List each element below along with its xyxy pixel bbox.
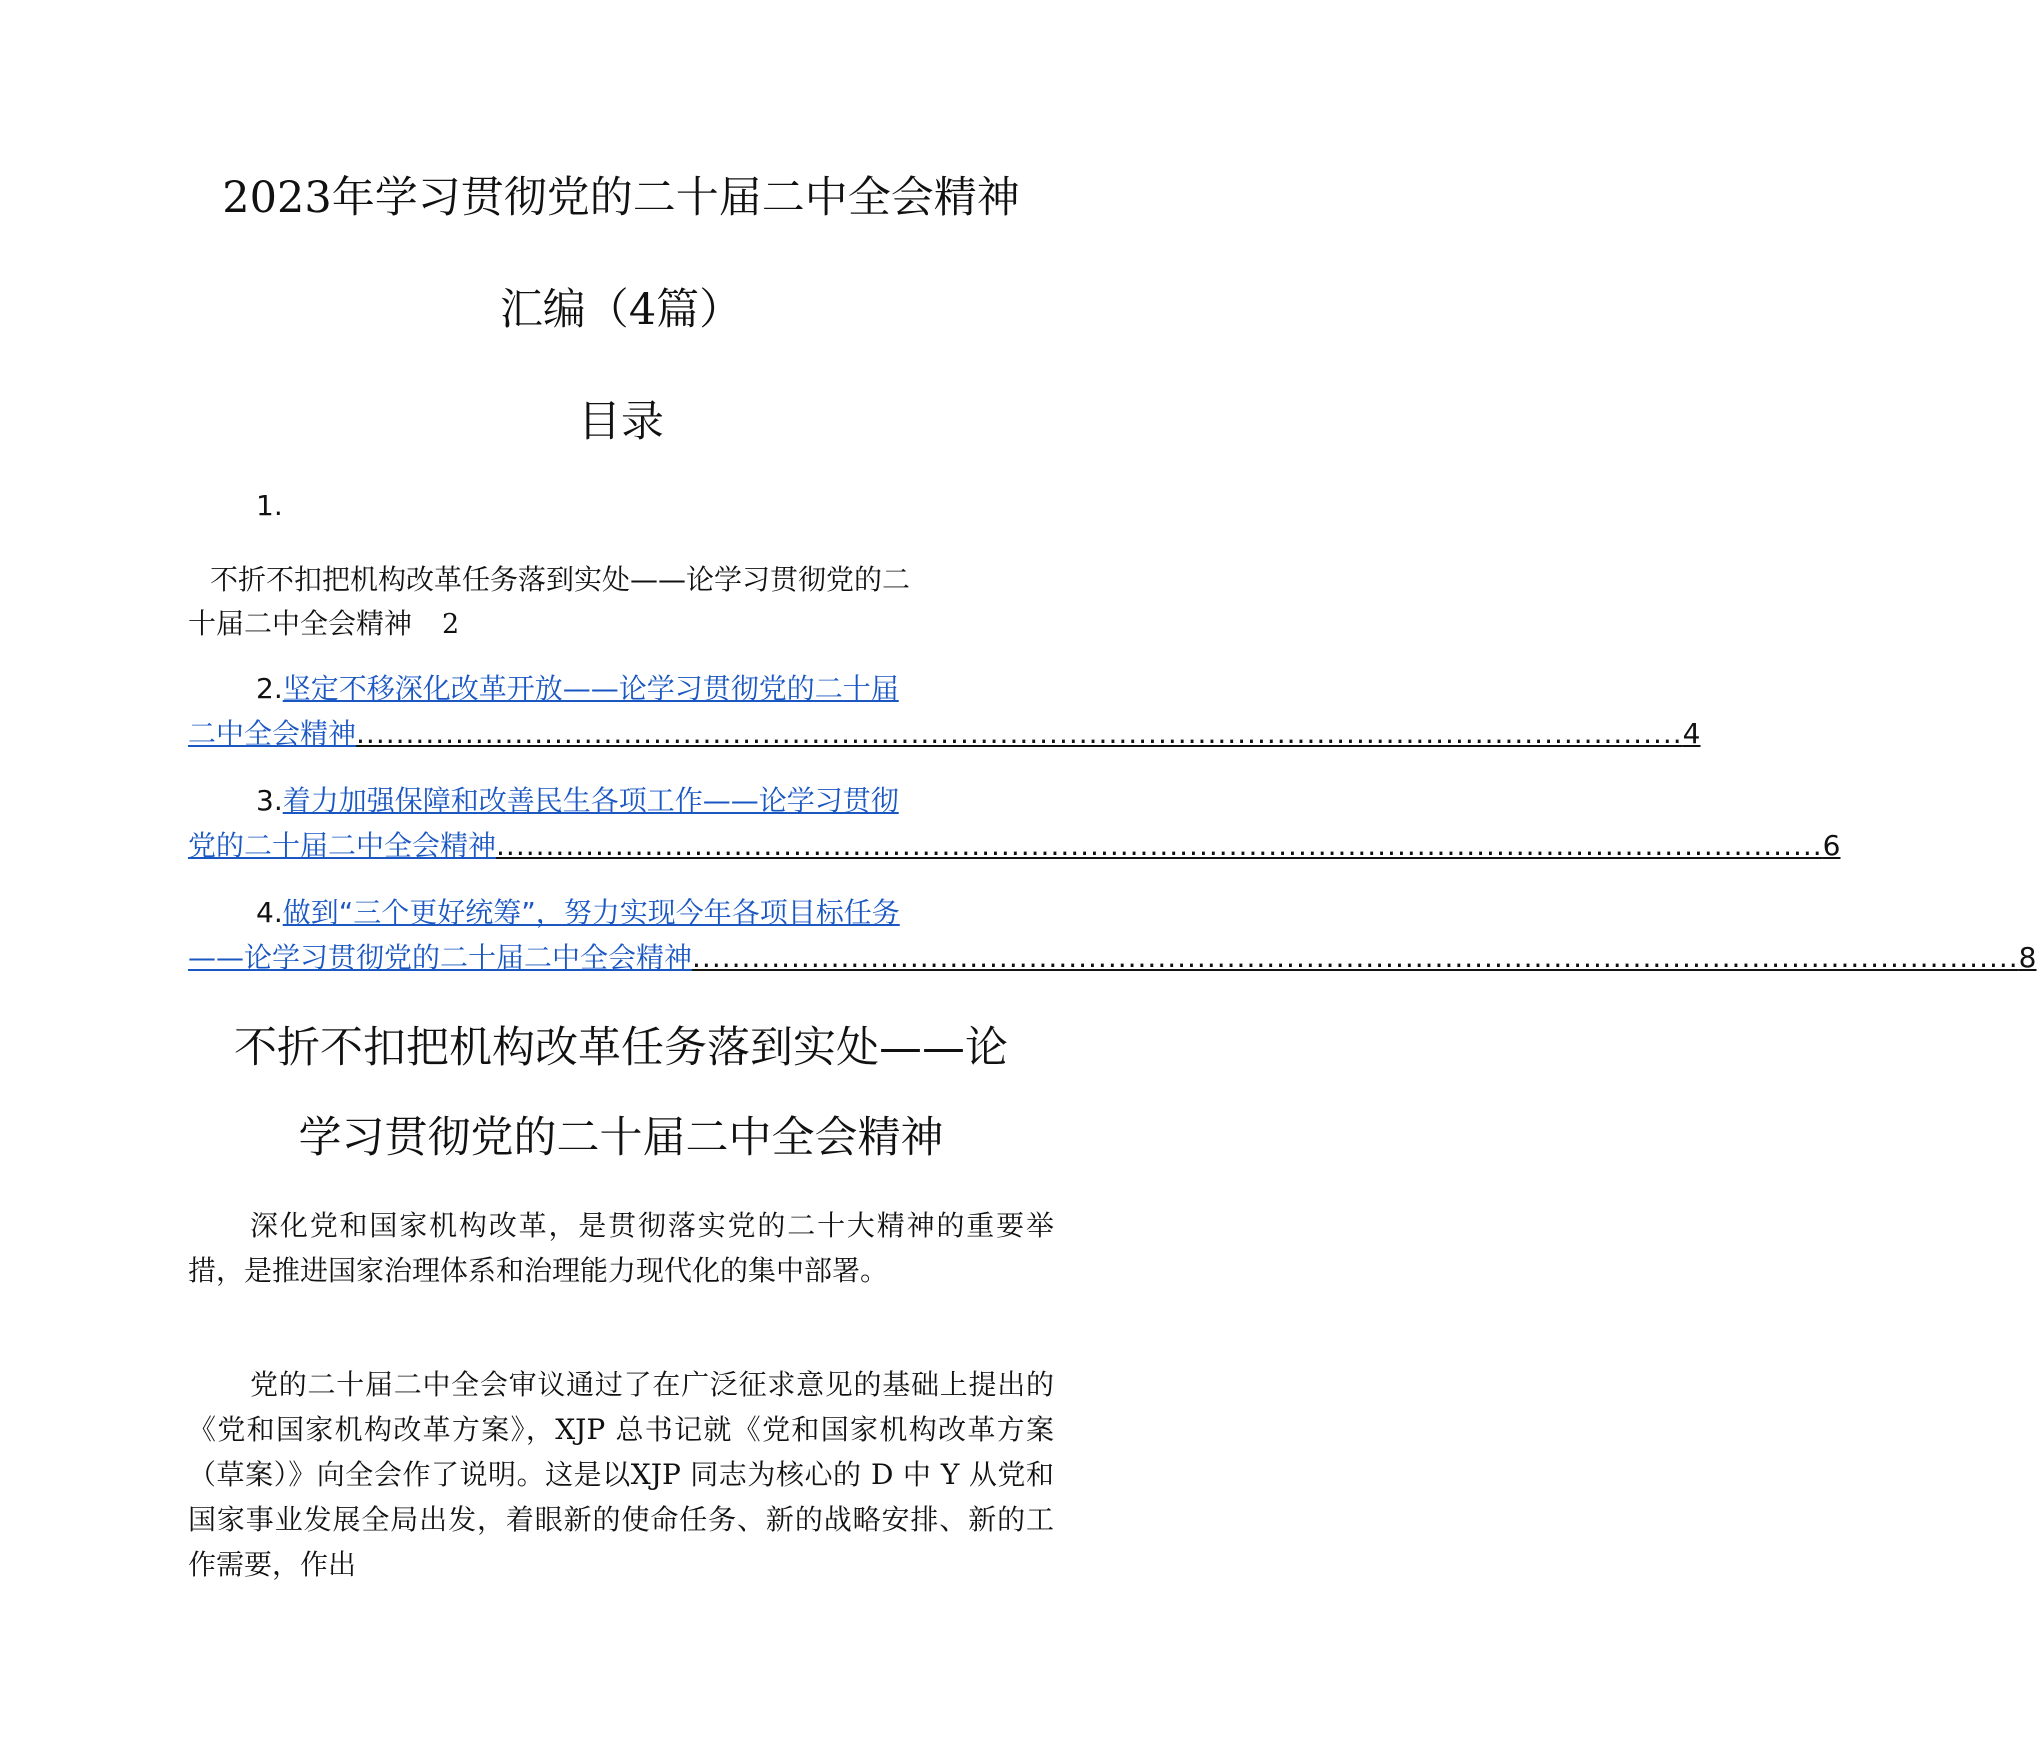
toc-item-1-number: 1. <box>256 489 283 522</box>
toc-item-1-line2: 十届二中全会精神 <box>188 607 413 640</box>
title-compile-close: 篇） <box>656 285 743 335</box>
toc-item-2-link-cont[interactable]: 二中全会精神 <box>188 717 357 750</box>
para2-abbr-d: D <box>871 1458 894 1491</box>
article-title-line2: 学习贯彻党的二十届二中全会精神 <box>298 1113 944 1163</box>
toc-item-3[interactable] <box>188 778 1841 868</box>
para2-abbr-2: XJP <box>630 1458 681 1491</box>
para2-abbr-1: XJP <box>555 1413 606 1446</box>
toc-item-2-page[interactable]: 4 <box>1682 717 1701 750</box>
toc-item-1-line1: 不折不扣把机构改革任务落到实处——论学习贯彻党的二 <box>210 563 911 596</box>
para2-part-a: 党的二十届二中全会审议通过了在广泛征求意见的基础上提出的《党和国家机构改革方案》， <box>188 1368 1054 1446</box>
document-title-line2 <box>188 280 1054 340</box>
para2-part-c: 同志为核心的 <box>690 1458 862 1491</box>
toc-item-4[interactable] <box>188 890 2037 980</box>
title-year: 2023 <box>222 173 332 223</box>
toc-item-2[interactable] <box>188 666 1701 756</box>
toc-item-1 <box>188 558 1054 647</box>
toc-item-2-link[interactable]: 坚定不移深化改革开放——论学习贯彻党的二十届 <box>282 672 899 705</box>
toc-heading: 目录 <box>578 397 664 447</box>
toc-item-3-page[interactable]: 6 <box>1822 829 1841 862</box>
toc-item-4-number: 4. <box>256 896 283 929</box>
toc-item-3-number: 3. <box>256 784 283 817</box>
article-paragraph-1: 深化党和国家机构改革，是贯彻落实党的二十大精神的重要举措，是推进国家治理体系和治理能力现代化的集中部署。 <box>188 1209 1054 1287</box>
title-count: 4 <box>628 285 657 335</box>
toc-leader-dots: ...................................................................................................................................... <box>496 829 1823 862</box>
toc-item-1-page: 2 <box>442 609 460 640</box>
toc-item-3-link[interactable]: 着力加强保障和改善民生各项工作——论学习贯彻 <box>282 784 899 817</box>
toc-item-3-link-cont[interactable]: 党的二十届二中全会精神 <box>188 829 497 862</box>
toc-item-2-number: 2. <box>256 672 283 705</box>
article-paragraph-2 <box>188 1362 1054 1587</box>
toc-item-4-link-cont[interactable]: ——论学习贯彻党的二十届二中全会精神 <box>188 941 693 974</box>
para2-part-f: 从党和国家事业发展全局出发，着眼新的使命任务、新的战略安排、新的工作需要，作出 <box>188 1458 1054 1581</box>
para2-part-b: 总书记就《党和国家机构改革方案（草案）》向全会作了说明。这是以 <box>188 1413 1054 1491</box>
article-title-line1: 不折不扣把机构改革任务落到实处——论 <box>234 1023 1008 1073</box>
para2-part-e: 中 <box>902 1458 932 1491</box>
toc-leader-dots: ...................................................................................................................................... <box>356 717 1683 750</box>
title-text: 年学习贯彻党的二十届二中全会精神 <box>331 173 1020 223</box>
toc-item-4-link[interactable]: 做到“三个更好统筹”，努力实现今年各项目标任务 <box>282 896 900 929</box>
title-compile-open: 汇编（ <box>499 285 629 335</box>
document-title-line1 <box>188 168 1054 228</box>
toc-leader-dots: ...................................................................................................................................... <box>692 941 2019 974</box>
toc-item-4-page[interactable]: 8 <box>2018 941 2037 974</box>
para2-abbr-y: Y <box>940 1458 960 1491</box>
